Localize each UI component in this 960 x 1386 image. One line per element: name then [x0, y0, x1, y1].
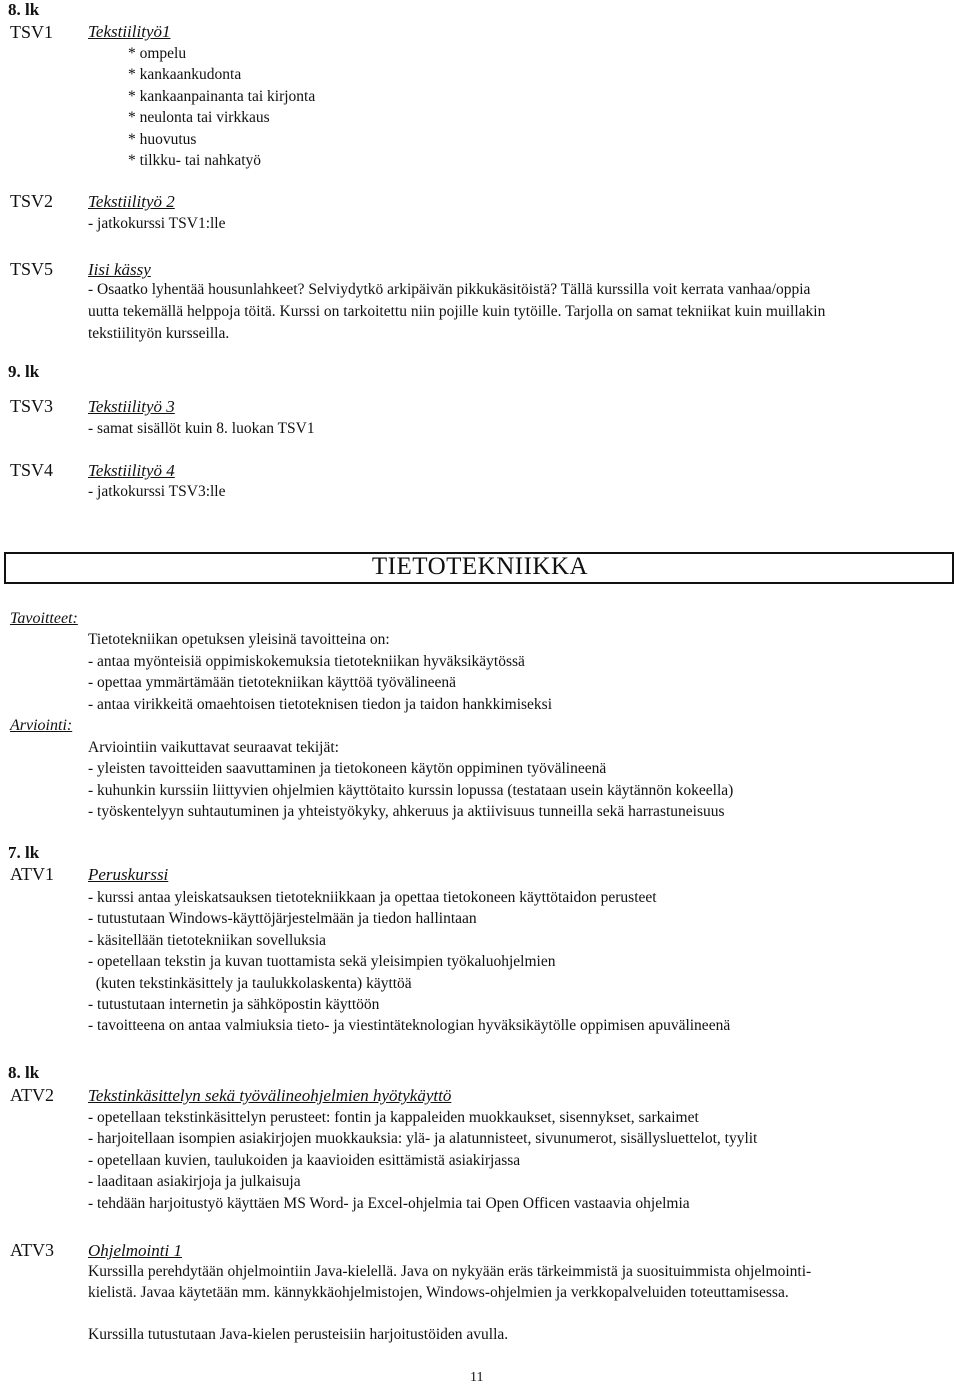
tavoitteet-label: Tavoitteet: — [10, 610, 78, 627]
atv1-line: - opetellaan tekstin ja kuvan tuottamista sekä yleisimpien työkaluohjelmien — [88, 953, 556, 970]
course-code-atv2: ATV2 — [10, 1085, 54, 1105]
arviointi-line: Arviointiin vaikuttavat seuraavat tekijät: — [88, 739, 339, 756]
course-title-tsv4: Tekstiilityö 4 — [88, 461, 175, 480]
tavoitteet-line: - antaa virikkeitä omaehtoisen tietoteknisen tiedon ja taidon hankkimiseksi — [88, 696, 553, 713]
course-title-tsv5: Iisi kässy — [88, 260, 151, 279]
tavoitteet-line: - opettaa ymmärtämään tietotekniikan käyttöä työvälineenä — [88, 674, 456, 691]
atv2-line: - tehdään harjoitustyö käyttäen MS Word- ja Excel-ohjelmia tai Open Officen vastaavia ohjelmia — [88, 1195, 690, 1212]
course-code-atv3: ATV3 — [10, 1240, 54, 1260]
atv2-line: - opetellaan kuvien, taulukoiden ja kaavioiden esittämistä asiakirjassa — [88, 1152, 521, 1169]
tsv1-item: * kankaankudonta — [128, 66, 242, 83]
grade-heading-8: 8. lk — [8, 0, 40, 19]
tsv1-item: * neulonta tai virkkaus — [128, 109, 270, 126]
tsv2-line: - jatkokurssi TSV1:lle — [88, 215, 226, 232]
tsv1-item: * tilkku- tai nahkatyö — [128, 152, 262, 169]
course-title-tsv3: Tekstiilityö 3 — [88, 397, 175, 416]
tsv1-item: * kankaanpainanta tai kirjonta — [128, 88, 316, 105]
tsv3-line: - samat sisällöt kuin 8. luokan TSV1 — [88, 420, 315, 437]
atv1-line: - tutustutaan internetin ja sähköpostin käyttöön — [88, 996, 380, 1013]
arviointi-label: Arviointi: — [10, 717, 73, 734]
course-code-atv1: ATV1 — [10, 864, 54, 884]
atv1-line: - tavoitteena on antaa valmiuksia tieto- ja viestintäteknologian hyväksikäytölle oppimisen apuvälineenä — [88, 1017, 731, 1034]
atv1-line: - tutustutaan Windows-käyttöjärjestelmään ja tiedon hallintaan — [88, 910, 477, 927]
tsv5-line: uutta tekemällä helppoja töitä. Kurssi on tarkoitettu niin pojille kuin tytöille. Tarjolla on samat tekniikat kuin muillakin — [88, 303, 826, 320]
section-heading: TIETOTEKNIIKKA — [371, 553, 589, 580]
atv1-line: - käsitellään tietotekniikan sovelluksia — [88, 932, 327, 949]
arviointi-line: - yleisten tavoitteiden saavuttaminen ja tietokoneen käytön oppiminen työvälineenä — [88, 760, 607, 777]
atv3-line: Kurssilla tutustutaan Java-kielen perusteisiin harjoitustöiden avulla. — [88, 1326, 509, 1343]
tsv5-line: tekstiilityön kursseilla. — [88, 325, 230, 342]
tsv5-line: - Osaatko lyhentää housunlahkeet? Selviydytkö arkipäivän pikkukäsitöistä? Tällä kurssilla voit kerrata vanhaa/oppia — [88, 281, 811, 298]
atv1-line: - kurssi antaa yleiskatsauksen tietotekniikkaan ja opettaa tietokoneen käyttötaidon perusteet — [88, 889, 657, 906]
tsv1-item: * ompelu — [128, 45, 187, 62]
course-code-tsv1: TSV1 — [10, 22, 54, 42]
tsv1-item: * huovutus — [128, 131, 197, 148]
tsv4-line: - jatkokurssi TSV3:lle — [88, 483, 226, 500]
course-title-atv1: Peruskurssi — [88, 865, 169, 884]
grade-heading-8b: 8. lk — [8, 1063, 40, 1082]
arviointi-line: - työskentelyyn suhtautuminen ja yhteistyökyky, ahkeruus ja aktiivisuus tunneilla sekä harrastuneisuus — [88, 803, 725, 820]
atv1-line: (kuten tekstinkäsittely ja taulukkolaskenta) käyttöä — [88, 975, 412, 992]
atv2-line: - opetellaan tekstinkäsittelyn perusteet: fontin ja kappaleiden muokkaukset, sisennykset, sarkaimet — [88, 1109, 699, 1126]
grade-heading-9: 9. lk — [8, 362, 40, 381]
grade-heading-7: 7. lk — [8, 843, 40, 862]
course-title-atv2: Tekstinkäsittelyn sekä työvälineohjelmien hyötykäyttö — [88, 1086, 452, 1105]
tavoitteet-line: Tietotekniikan opetuksen yleisinä tavoitteina on: — [88, 631, 390, 648]
course-title-tsv2: Tekstiilityö 2 — [88, 192, 175, 211]
atv3-line: Kurssilla perehdytään ohjelmointiin Java-kielellä. Java on nykyään eräs tärkeimmistä ja suosituimmista ohjelmointi- — [88, 1263, 812, 1280]
course-code-tsv4: TSV4 — [10, 460, 54, 480]
course-code-tsv3: TSV3 — [10, 396, 54, 416]
atv3-line: kielistä. Javaa käytetään mm. kännykkäohjelmistojen, Windows-ohjelmien ja verkkopalveluiden toteuttamisessa. — [88, 1284, 789, 1301]
arviointi-line: - kuhunkin kurssiin liittyvien ohjelmien käyttötaito kurssin lopussa (testataan usein käytännön kokeella) — [88, 782, 734, 799]
page-number: 11 — [470, 1370, 484, 1385]
course-code-tsv2: TSV2 — [10, 191, 54, 211]
atv2-line: - laaditaan asiakirjoja ja julkaisuja — [88, 1173, 301, 1190]
tavoitteet-line: - antaa myönteisiä oppimiskokemuksia tietotekniikan hyväksikäytössä — [88, 653, 525, 670]
course-title-tsv1: Tekstiilityö1 — [88, 22, 171, 41]
atv2-line: - harjoitellaan isompien asiakirjojen muokkauksia: ylä- ja alatunnisteet, sivunumerot, sisällysluettelot, tyylit — [88, 1130, 758, 1147]
course-code-tsv5: TSV5 — [10, 259, 54, 279]
course-title-atv3: Ohjelmointi 1 — [88, 1241, 182, 1260]
